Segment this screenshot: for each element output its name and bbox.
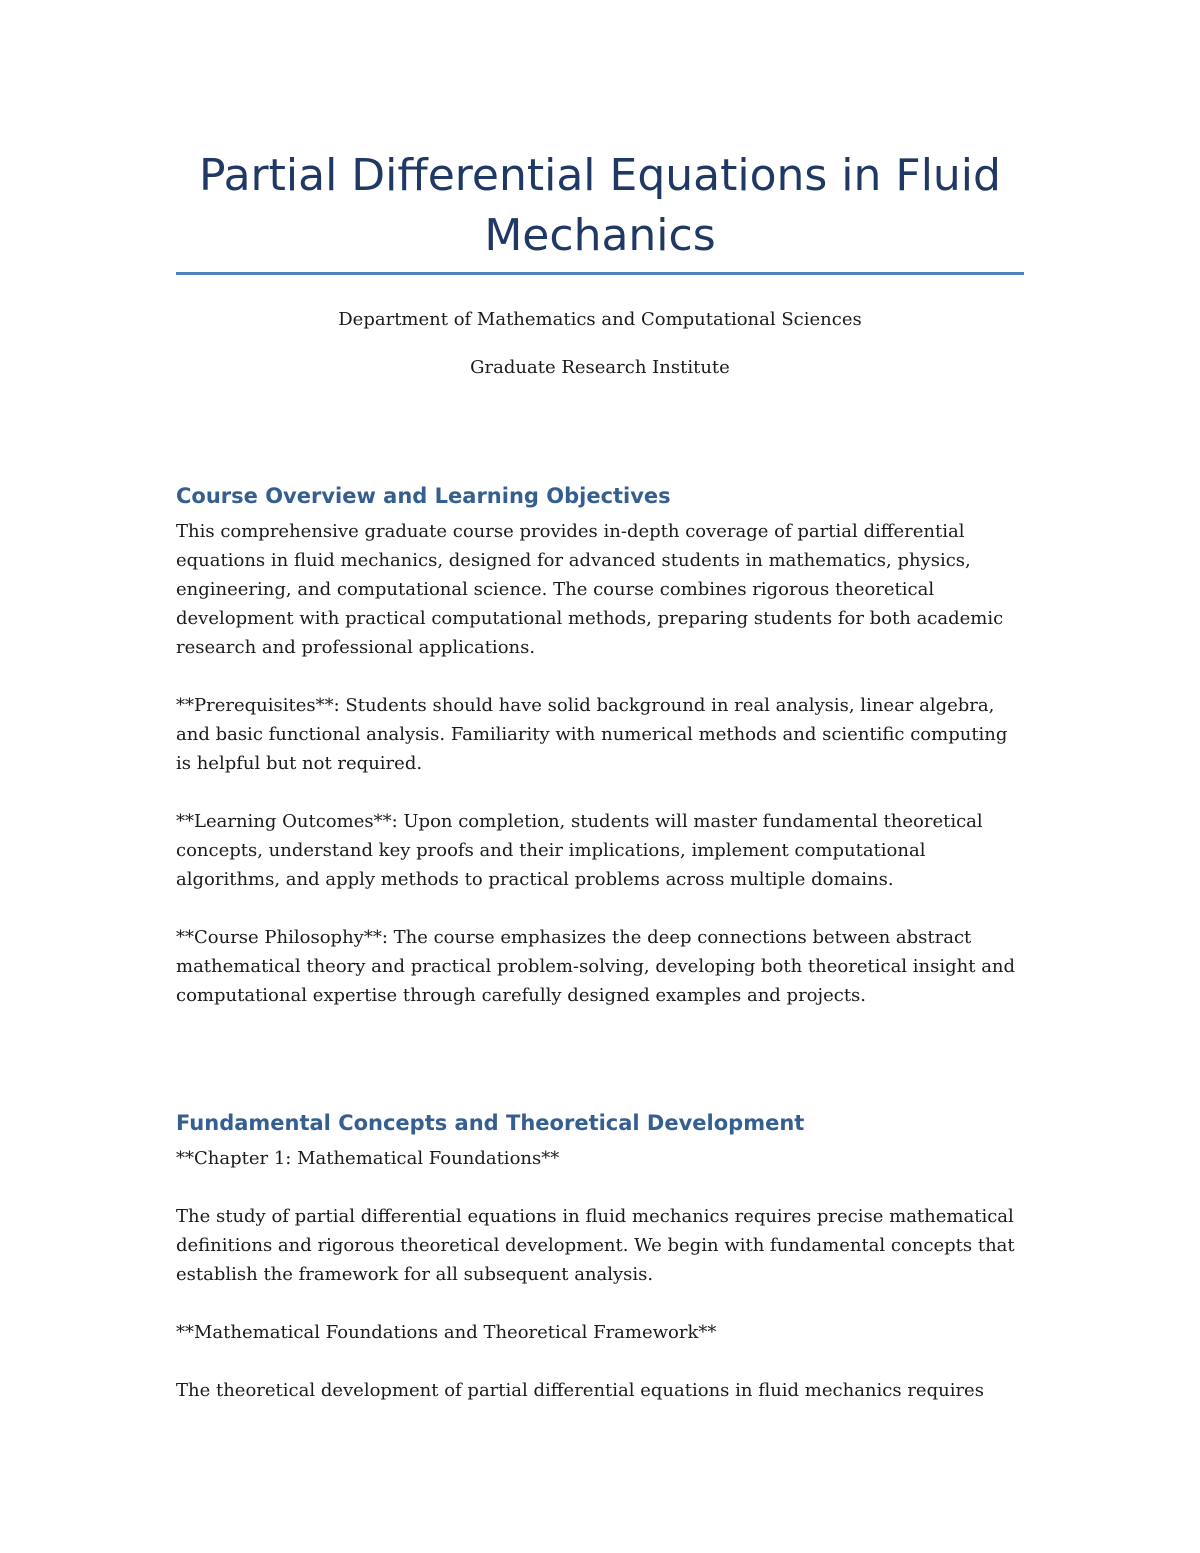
paragraph-overview-intro: This comprehensive graduate course provides in-depth coverage of partial differential equations in fluid mechanics, designed for advanced students in mathematics, physics, engineering, and computational science. The course combines rigorous theoretical development with practical computational methods, preparing students for both academic research and professional applications.: [176, 521, 1004, 658]
document-title: Partial Differential Equations in Fluid Mechanics: [199, 150, 1001, 261]
paragraph-framework-title: **Mathematical Foundations and Theoretical Framework**: [176, 1322, 717, 1343]
department-line: Department of Mathematics and Computational Sciences: [338, 309, 862, 330]
paragraph-foundations-intro: The study of partial differential equations in fluid mechanics requires precise mathematical definitions and rigorous theoretical development. We begin with fundamental concepts that establish the framework for all subsequent analysis.: [176, 1206, 1015, 1285]
paragraph-chapter-1-title: **Chapter 1: Mathematical Foundations**: [176, 1148, 560, 1169]
paragraph-course-philosophy: **Course Philosophy**: The course emphasizes the deep connections between abstract mathematical theory and practical problem-solving, developing both theoretical insight and computational expertise through carefully designed examples and projects.: [176, 927, 1016, 1006]
paragraph-framework-body: The theoretical development of partial differential equations in fluid mechanics requires: [176, 1380, 984, 1401]
paragraph-learning-outcomes: **Learning Outcomes**: Upon completion, students will master fundamental theoretical concepts, understand key proofs and their implications, implement computational algorithms, and apply methods to practical problems across multiple domains.: [176, 811, 983, 890]
institute-line: Graduate Research Institute: [470, 357, 730, 378]
paragraph-prerequisites: **Prerequisites**: Students should have solid background in real analysis, linear algebra, and basic functional analysis. Familiarity with numerical methods and scientific computing is helpful but not required.: [176, 695, 1008, 774]
section-heading-fundamentals: Fundamental Concepts and Theoretical Development: [176, 1111, 805, 1135]
title-underline: [176, 272, 1024, 275]
section-heading-overview: Course Overview and Learning Objectives: [176, 484, 671, 508]
